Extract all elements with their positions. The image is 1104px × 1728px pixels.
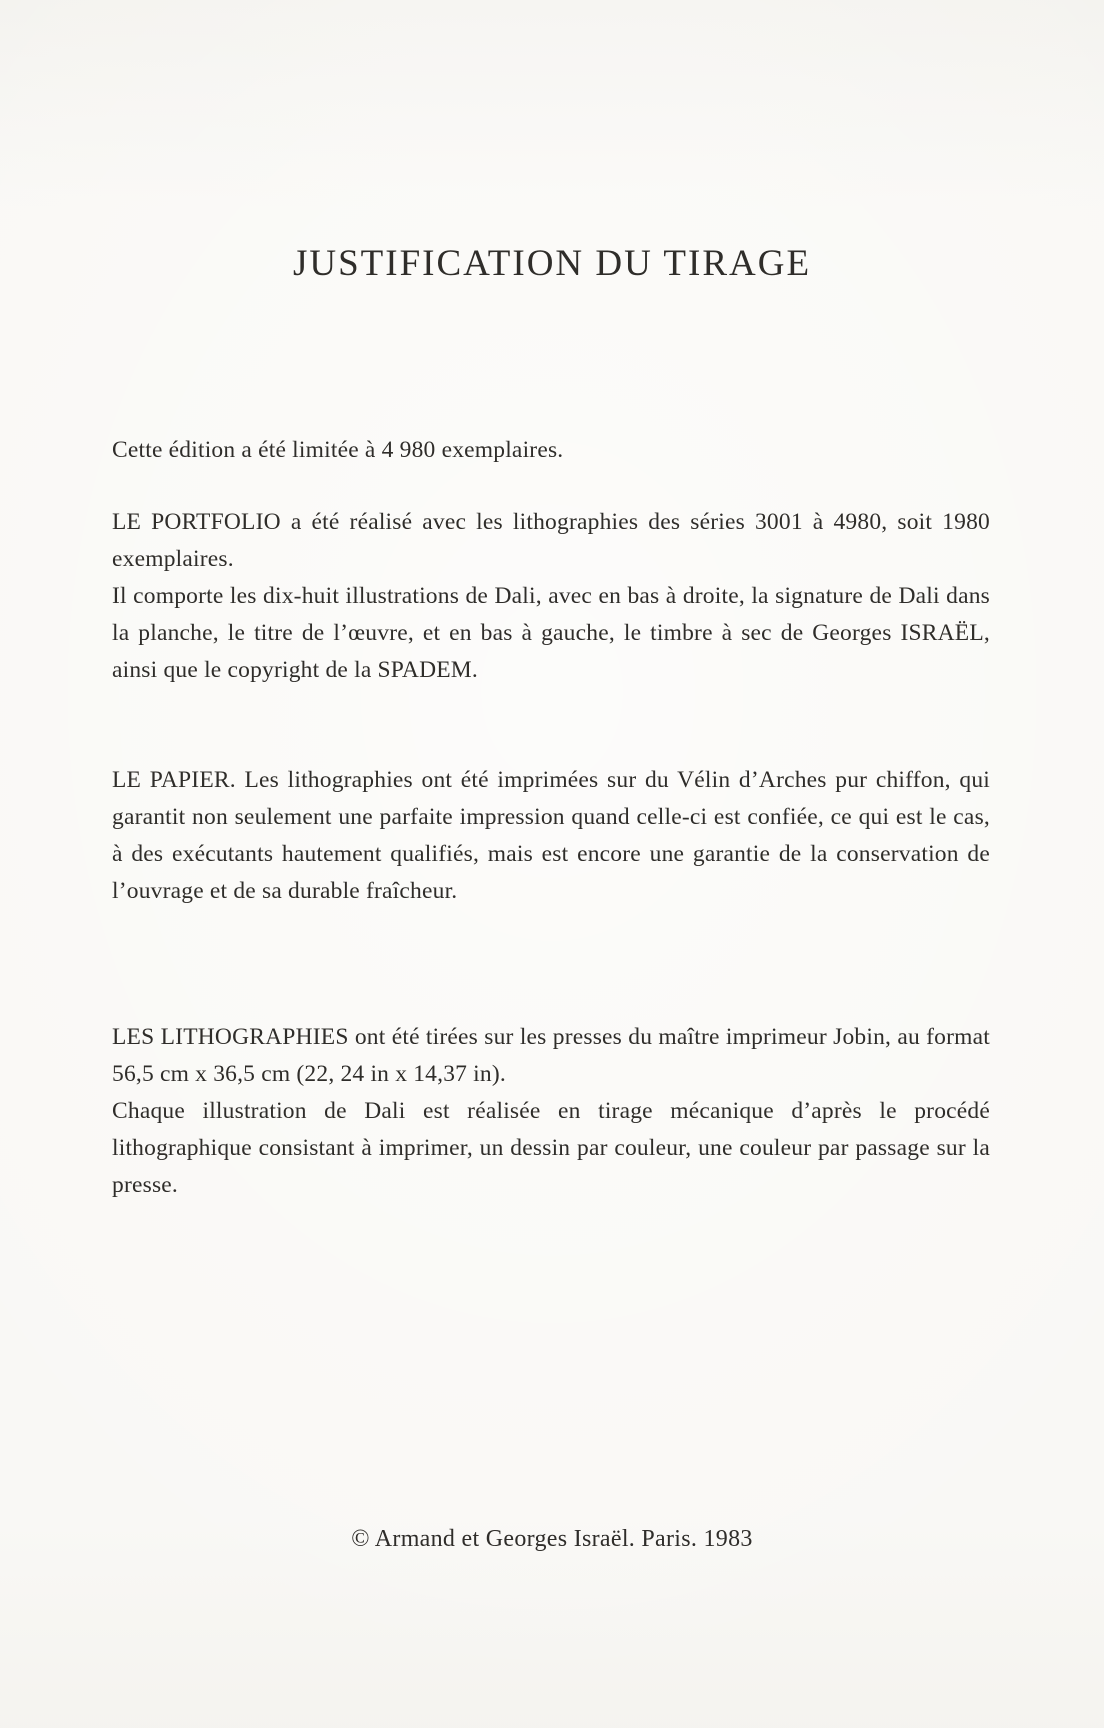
portfolio-paragraph-line-1: LE PORTFOLIO a été réalisé avec les lithographies des séries 3001 à 4980, soit 1980 exemplaires. [112, 509, 990, 572]
paper-paragraph-text: LE PAPIER. Les lithographies ont été imprimées sur du Vélin d’Arches pur chiffon, qui garantit non seulement une parfaite impression quand celle-ci est confiée, ce qui est le cas, à des exécutants hautement qualifiés, mais est encore une garantie de la conservation de l’ouvrage et de sa durable fraîcheur. [112, 767, 990, 904]
portfolio-paragraph [112, 504, 990, 689]
lithographs-paragraph-line-1: LES LITHOGRAPHIES ont été tirées sur les presses du maître imprimeur Jobin, au format 56,5 cm x 36,5 cm (22, 24 in x 14,37 in). [112, 1024, 990, 1087]
paper-paragraph [112, 762, 990, 910]
portfolio-paragraph-line-2: Il comporte les dix-huit illustrations de Dali, avec en bas à droite, la signature de Dali dans la planche, le titre de l’œuvre, et en bas à gauche, le timbre à sec de Georges ISRAËL, ainsi que le copyright de la SPADEM. [112, 583, 990, 683]
lithographs-paragraph [112, 1019, 990, 1204]
copyright-line: © Armand et Georges Israël. Paris. 1983 [351, 1526, 753, 1552]
lithographs-paragraph-line-2: Chaque illustration de Dali est réalisée en tirage mécanique d’après le procédé lithographique consistant à imprimer, un dessin par couleur, une couleur par passage sur la presse. [112, 1098, 990, 1198]
edition-note: Cette édition a été limitée à 4 980 exemplaires. [112, 437, 564, 463]
page-title: JUSTIFICATION DU TIRAGE [292, 243, 812, 284]
